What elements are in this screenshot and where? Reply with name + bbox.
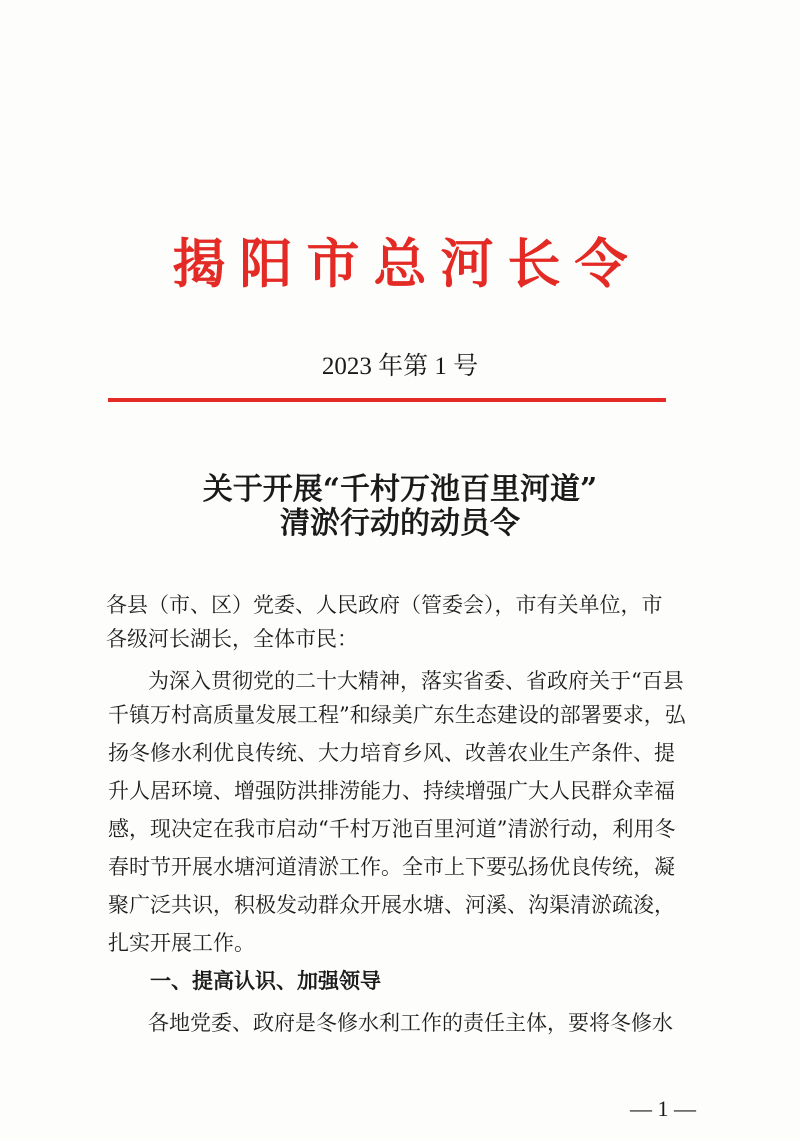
paragraph-1-line-4: 升人居环境、增强防洪排涝能力、持续增强广大人民群众幸福 xyxy=(108,779,675,803)
paragraph-1-line-1: 为深入贯彻党的二十大精神，落实省委、省政府关于“百县 xyxy=(148,669,684,693)
paragraph-1-line-6: 春时节开展水塘河道清淤工作。全市上下要弘扬优良传统，凝 xyxy=(108,855,675,879)
addressee-line-2: 各级河长湖长，全体市民： xyxy=(106,627,358,651)
document-title-line-2: 清淤行动的动员令 xyxy=(280,506,520,541)
section-1-line-1: 各地党委、政府是冬修水利工作的责任主体，要将冬修水 xyxy=(148,1011,673,1035)
paragraph-1-line-5: 感，现决定在我市启动“千村万池百里河道”清淤行动，利用冬 xyxy=(108,817,676,841)
red-divider-line xyxy=(108,398,666,402)
paragraph-1-line-3: 扬冬修水利优良传统、大力培育乡风、改善农业生产条件、提 xyxy=(108,741,675,765)
paragraph-1-line-2: 千镇万村高质量发展工程”和绿美广东生态建设的部署要求，弘 xyxy=(108,703,686,727)
page-number: — 1 — xyxy=(630,1096,696,1121)
paragraph-1-line-7: 聚广泛共识，积极发动群众开展水塘、河溪、沟渠清淤疏浚， xyxy=(108,893,675,917)
document-header-title: 揭阳市总河长令 xyxy=(172,233,642,295)
addressee-line-1: 各县（市、区）党委、人民政府（管委会），市有关单位，市 xyxy=(106,593,663,617)
document-title-line-1: 关于开展“千村万池百里河道” xyxy=(202,472,598,507)
section-1-heading: 一、提高认识、加强领导 xyxy=(150,969,381,993)
document-number: 2023 年第 1 号 xyxy=(321,353,479,380)
paragraph-1-line-8: 扎实开展工作。 xyxy=(108,931,255,955)
